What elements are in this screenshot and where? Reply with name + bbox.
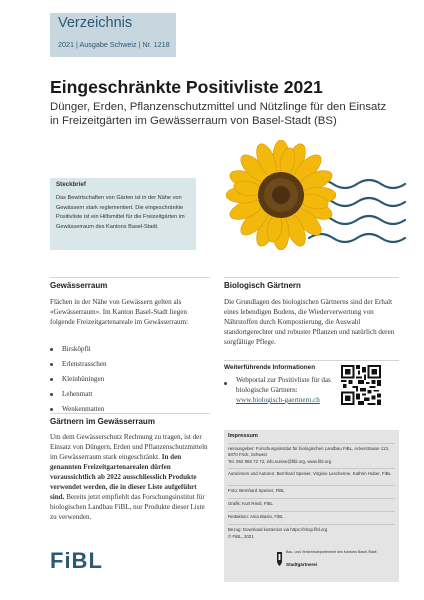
divider: [50, 277, 210, 278]
list-item: Wenkenmatten: [50, 405, 104, 413]
para-biologisch: Die Grundlagen des biologischen Gärtnerns sind der Erhalt eines lebendigen Bodens, die Wiederverwertung von Nährstoffen durch Kompostierung, die Auswahl standortgerechter und robuster Pflanzen und natürlich deren sorgfältige Pflege.: [224, 298, 395, 346]
publication-tag: [50, 13, 176, 57]
divider: [228, 468, 395, 469]
basel-crest-icon: [276, 551, 283, 567]
heading-gaertnern: Gärtnern im Gewässerraum: [50, 417, 155, 426]
impressum-editor: Redaktion: Ania Biasio, FiBL: [228, 514, 284, 519]
list-item: Erlenstrasschen: [50, 360, 107, 368]
impressum-contact: Tel. 062 865 72 72, info.suisse@fibl.org, www.fibl.org: [228, 459, 332, 464]
more-info-text: Webportal zur Positivliste für das biologische Gärtnern: www.biologisch-gaertnern.ch: [236, 376, 331, 404]
steckbrief-text: Das Bewirtschaften von Gärten ist in der Nähe von Gewässern stark reglementiert. Die eingeschränkte Positivliste ist ein Hilfsmittel für die Freizeitgärten im Gewässerraum des Kantons Basel-Stadt.: [56, 195, 185, 230]
divider: [228, 498, 395, 499]
divider: [228, 524, 395, 525]
divider: [228, 443, 395, 444]
more-info-bullet: [224, 379, 236, 387]
impressum-heading: Impressum: [228, 433, 258, 439]
list-item: Birsköpfli: [50, 345, 91, 353]
impressum-copyright: © FiBL, 2021: [228, 534, 254, 539]
divider: [50, 413, 210, 414]
impressum-photo: Foto: Bernhard Speiser, FiBL: [228, 488, 285, 493]
divider: [224, 277, 399, 278]
impressum-download: Bezug: Download kostenlos via https://shop.fibl.org: [228, 527, 328, 532]
divider: [228, 485, 395, 486]
para-gewaesserraum: Flächen in der Nähe von Gewässern gelten als «Gewässerraum». Im Kanton Basel-Stadt liegen folgende Freizeitgartenareale im Gewässerraum:: [50, 298, 189, 326]
steckbrief-box: [50, 178, 196, 250]
page-title: Eingeschränkte Positivliste 2021: [50, 77, 323, 97]
qr-code: [341, 365, 381, 405]
list-item: Lehenmatt: [50, 390, 92, 398]
divider: [224, 360, 399, 361]
heading-gewaesserraum: Gewässerraum: [50, 281, 108, 290]
list-item: Kleinhüningen: [50, 375, 104, 383]
tag-subtitle: 2021 | Ausgabe Schweiz | Nr. 1218: [58, 40, 170, 49]
fibl-logo: FiBL: [50, 548, 103, 573]
para-gaertnern: Um dem Gewässerschutz Rechnung zu tragen, ist der Einsatz von Düngern, Erden und Pflanzenschutzmitteln im Gewässerraum stark eingeschränkt. In den genannten Freizeitgartenarealen dürfen voraussichtlich ab 2022 ausschliesslich Produkte verwendet werden, die in dieser Liste aufgeführt sind. Bereits jetzt empfiehlt das Forschungsinstitut für biologischen Landbau FiBL, nur Produkte dieser Liste zu verwenden.: [50, 433, 208, 521]
impressum-authors: Autorinnen und Autoren: Bernhard Speiser, Virginie Leschenne, Kathrin Huber, FiBL: [228, 471, 391, 476]
divider: [228, 511, 395, 512]
impressum-box: [224, 430, 399, 582]
impressum-publisher: Herausgeber: Forschungsinstitut für biologischen Landbau FiBL, Ackerstrasse 113, 5070 Frick, Schweiz: [228, 446, 390, 458]
sunflower-image: [226, 140, 336, 250]
more-info-heading: Weiterführende Informationen: [224, 364, 316, 371]
steckbrief-heading: Steckbrief: [56, 181, 86, 188]
page-subtitle: Dünger, Erden, Pflanzenschutzmittel und Nützlinge für den Einsatz in Freizeitgärten im Gewässerraum von Basel-Stadt (BS): [50, 101, 387, 127]
canton-department-text: Bau- und Verkehrsdepartement des Kantons Basel-Stadt: [286, 550, 377, 554]
canton-office: Stadtgärtnerei: [286, 562, 318, 567]
tag-title: Verzeichnis: [58, 15, 133, 31]
impressum-graphics: Grafik: Kurt Riedi, FiBL: [228, 501, 273, 506]
heading-biologisch: Biologisch Gärtnern: [224, 281, 301, 290]
portal-link[interactable]: www.biologisch-gaertnern.ch: [236, 396, 320, 404]
